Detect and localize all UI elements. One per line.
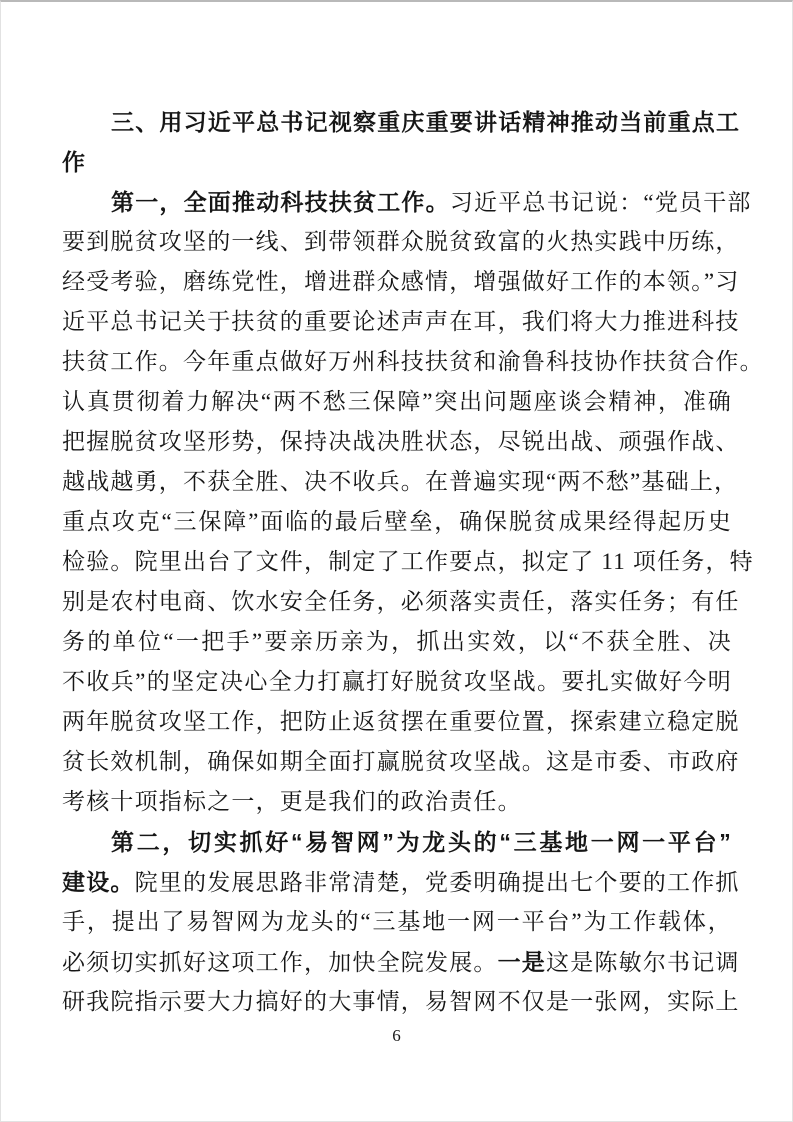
text-segment: 检验。院里出台了文件，制定了工作要点，拟定了 11 项任务，特 xyxy=(62,549,754,574)
text-segment: 扶贫工作。今年重点做好万州科技扶贫和渝鲁科技协作扶贫合作。 xyxy=(62,349,764,374)
text-segment: 要到脱贫攻坚的一线、到带领群众脱贫致富的火热实践中历练， xyxy=(62,229,740,254)
page-number: 6 xyxy=(392,1026,401,1045)
bold-text-segment: 第一，全面推动科技扶贫工作。 xyxy=(111,189,450,215)
bold-text-segment: 一是 xyxy=(497,949,547,975)
text-line xyxy=(62,942,740,982)
text-segment: 必须切实抓好这项工作，加快全院发展。 xyxy=(62,950,498,975)
text-segment: 手，提出了易智网为龙头的“三基地一网一平台”为工作载体， xyxy=(62,909,732,934)
text-line xyxy=(62,862,740,902)
text-line xyxy=(62,782,732,822)
text-line xyxy=(62,222,740,262)
text-line xyxy=(62,662,732,702)
text-segment: 习近平总书记说：“党员干部 xyxy=(449,190,752,215)
text-segment: 经受考验，磨练党性，增进群众感情，增强做好工作的本领。”习 xyxy=(62,269,740,294)
text-segment: 贫长效机制，确保如期全面打赢脱贫攻坚战。这是市委、市政府 xyxy=(62,749,740,774)
text-line xyxy=(62,422,740,462)
text-segment: 院里的发展思路非常清楚，党委明确提出七个要的工作抓 xyxy=(134,870,740,895)
text-line xyxy=(62,262,740,302)
text-line xyxy=(62,302,740,342)
bold-text-segment: 作 xyxy=(62,149,87,175)
text-segment: 认真贯彻着力解决“两不愁三保障”突出问题座谈会精神，准确 xyxy=(62,389,732,414)
text-line xyxy=(62,702,740,742)
text-segment: 别是农村电商、饮水安全任务，必须落实责任，落实任务；有任 xyxy=(62,589,740,614)
text-segment: 这是陈敏尔书记调 xyxy=(546,950,740,975)
text-line xyxy=(62,182,752,222)
text-line xyxy=(62,742,740,782)
text-segment: 把握脱贫攻坚形势，保持决战决胜状态，尽锐出战、顽强作战、 xyxy=(62,429,740,454)
document-body xyxy=(62,102,764,1022)
text-line xyxy=(62,542,754,582)
text-line xyxy=(62,902,732,942)
text-line xyxy=(62,502,732,542)
bold-text-segment: 第二，切实抓好“易智网”为龙头的“三基地一网一平台” xyxy=(111,829,732,855)
text-segment: 务的单位“一把手”要亲历亲为，抓出实效，以“不获全胜、决 xyxy=(62,629,732,654)
text-segment: 越战越勇，不获全胜、决不收兵。在普遍实现“两不愁”基础上， xyxy=(62,469,739,494)
text-line xyxy=(62,622,732,662)
text-segment: 考核十项指标之一，更是我们的政治责任。 xyxy=(62,789,522,814)
text-segment: 近平总书记关于扶贫的重要论述声声在耳，我们将大力推进科技 xyxy=(62,309,740,334)
text-segment: 不收兵”的坚定决心全力打赢打好脱贫攻坚战。要扎实做好今明 xyxy=(62,669,732,694)
text-line xyxy=(62,382,732,422)
bold-text-segment: 三、用习近平总书记视察重庆重要讲话精神推动当前重点工 xyxy=(111,109,741,135)
bold-text-segment: 建设。 xyxy=(62,869,135,895)
text-segment: 研我院指示要大力搞好的大事情，易智网不仅是一张网，实际上 xyxy=(62,989,740,1014)
text-line xyxy=(62,822,732,862)
text-line xyxy=(62,142,732,182)
text-line xyxy=(62,982,740,1022)
text-line xyxy=(62,102,741,142)
text-segment: 重点攻克“三保障”面临的最后壁垒，确保脱贫成果经得起历史 xyxy=(62,509,732,534)
text-line xyxy=(62,462,739,502)
text-line xyxy=(62,582,740,622)
text-line xyxy=(62,342,764,382)
text-segment: 两年脱贫攻坚工作，把防止返贫摆在重要位置，探索建立稳定脱 xyxy=(62,709,740,734)
